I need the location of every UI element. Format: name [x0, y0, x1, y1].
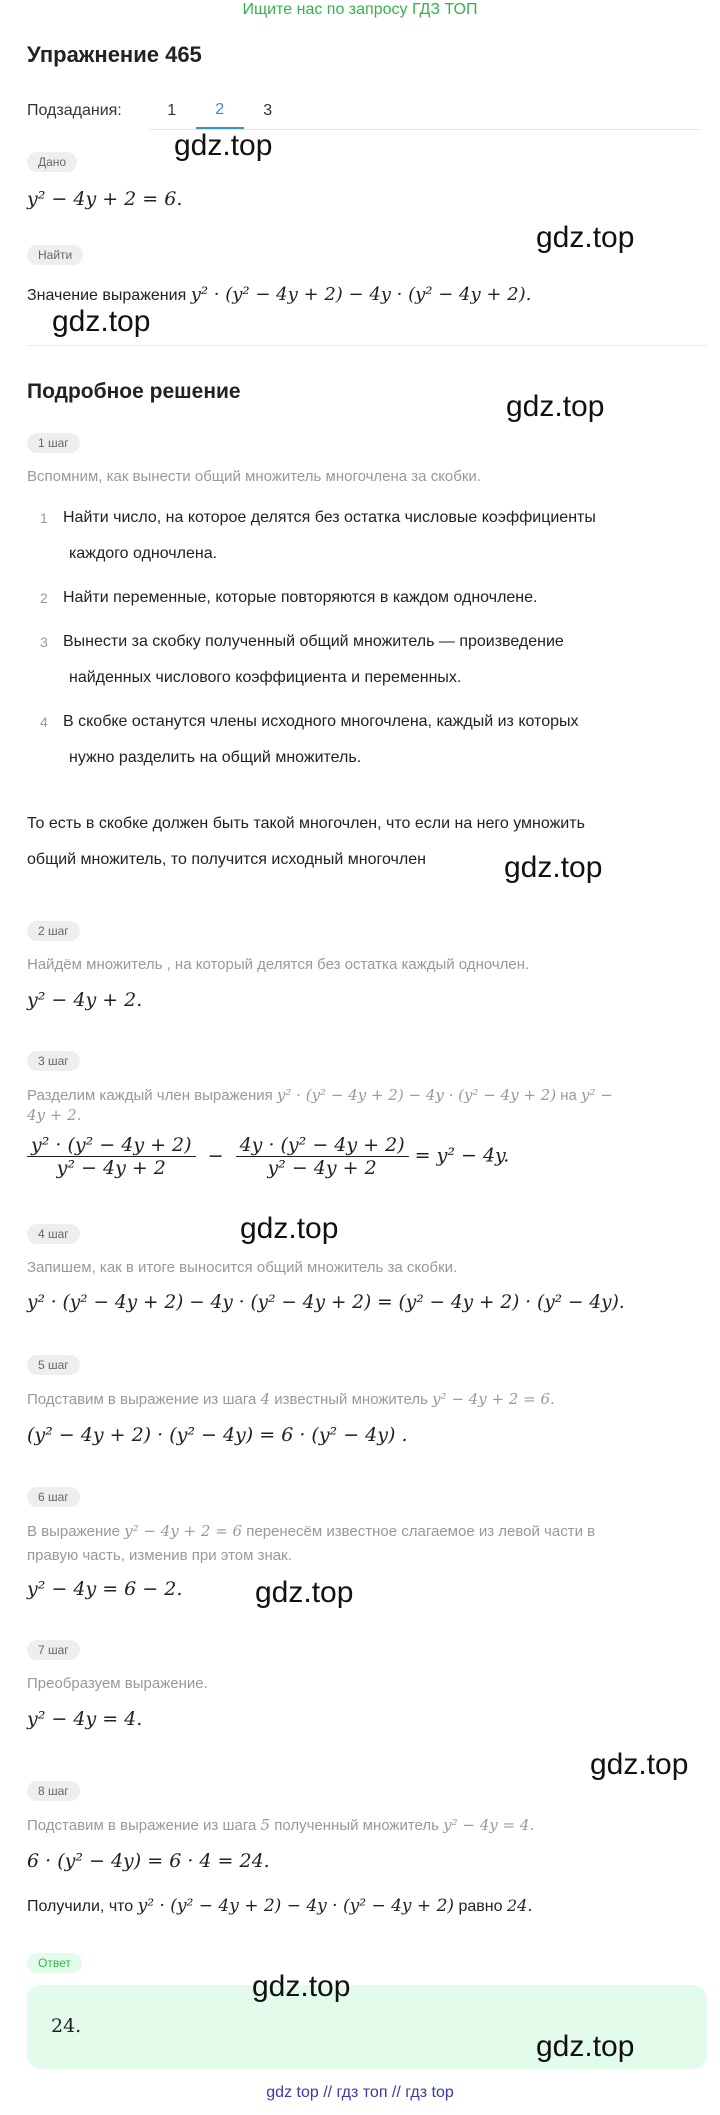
step4-badge: 4 шаг	[27, 1224, 80, 1244]
step8-text	[27, 1816, 534, 1834]
step8-conclusion	[27, 1896, 532, 1916]
step3-text-c: y² −	[581, 1086, 613, 1104]
step5-text-a: Подставим в выражение из шага	[27, 1391, 257, 1408]
watermark: gdz.top	[174, 129, 273, 162]
watermark: gdz.top	[536, 2030, 635, 2063]
list-item	[40, 704, 680, 776]
watermark: gdz.top	[506, 390, 605, 423]
watermark: gdz.top	[536, 221, 635, 254]
list-item	[40, 580, 680, 616]
step8-formula: 6 · (y² − 4y) = 6 · 4 = 24.	[27, 1850, 270, 1872]
step6-text-b: перенесём известное слагаемое из левой части в	[246, 1523, 596, 1540]
step5-badge: 5 шаг	[27, 1355, 80, 1375]
list-item	[40, 500, 680, 572]
find-label: Значение выражения	[27, 287, 187, 304]
subtasks-nav	[27, 94, 292, 128]
rules-list	[40, 500, 680, 776]
step3-text-a: Разделим каждый член выражения	[27, 1087, 273, 1104]
step6-text-line2: правую часть, изменив при этом знак.	[27, 1547, 292, 1564]
list-item-number: 1	[40, 510, 48, 526]
step5-formula: (y² − 4y + 2) · (y² − 4y) = 6 · (y² − 4y) .	[27, 1424, 408, 1446]
step3-result: = y² − 4y.	[414, 1144, 510, 1167]
step5-text-b: известный множитель	[274, 1391, 428, 1408]
answer-badge: Ответ	[27, 1953, 82, 1973]
list-item-number: 2	[40, 590, 48, 606]
list-item	[40, 624, 680, 696]
step7-text: Преобразуем выражение.	[27, 1675, 208, 1692]
list-item-number: 4	[40, 714, 48, 730]
step8-text-b: полученный множитель	[274, 1817, 439, 1834]
find-text	[27, 284, 531, 305]
top-banner[interactable]: Ищите нас по запросу ГДЗ ТОП	[242, 1, 478, 18]
step3-expr: y² · (y² − 4y + 2) − 4y · (y² − 4y + 2)	[276, 1086, 557, 1104]
step8-conclusion-value: 24.	[506, 1896, 533, 1915]
solution-title: Подробное решение	[27, 380, 241, 403]
watermark: gdz.top	[255, 1576, 354, 1609]
list-item-line: Найти число, на которое делятся без остатка числовые коэффициенты	[63, 509, 596, 526]
page-title: Упражнение 465	[27, 42, 202, 67]
footer-links[interactable]: gdz top // гдз топ // гдз top	[266, 2084, 454, 2101]
minus-sign: −	[207, 1144, 224, 1167]
given-formula: y² − 4y + 2 = 6.	[27, 188, 183, 210]
step3-text	[27, 1086, 707, 1104]
step5-expr: y² − 4y + 2 = 6.	[432, 1390, 555, 1408]
given-badge: Дано	[27, 152, 77, 172]
tab-subtask-1[interactable]: 1	[167, 102, 177, 119]
step1-badge: 1 шаг	[27, 433, 80, 453]
watermark: gdz.top	[240, 1212, 339, 1245]
step5-step-ref: 4	[260, 1390, 271, 1408]
list-item-line: Вынести за скобку полученный общий множитель — произведение	[63, 633, 564, 650]
watermark: gdz.top	[590, 1748, 689, 1781]
step4-formula: y² · (y² − 4y + 2) − 4y · (y² − 4y + 2) = (y² − 4y + 2) · (y² − 4y).	[27, 1292, 625, 1313]
watermark: gdz.top	[52, 305, 151, 338]
step2-formula: y² − 4y + 2.	[27, 989, 143, 1011]
watermark: gdz.top	[252, 1970, 351, 2003]
step5-text	[27, 1390, 555, 1408]
find-formula: y² · (y² − 4y + 2) − 4y · (y² − 4y + 2).	[190, 284, 532, 305]
step6-text-line1	[27, 1522, 595, 1540]
find-badge: Найти	[27, 245, 83, 265]
step8-step-ref: 5	[260, 1816, 271, 1834]
fraction-2-denominator: y² − 4y + 2	[267, 1157, 377, 1179]
step4-text: Запишем, как в итоге выносится общий множитель за скобки.	[27, 1259, 458, 1276]
step6-formula: y² − 4y = 6 − 2.	[27, 1578, 183, 1600]
step8-conclusion-a: Получили, что	[27, 1898, 134, 1915]
step8-conclusion-expr: y² · (y² − 4y + 2) − 4y · (y² − 4y + 2)	[137, 1896, 455, 1916]
step1-conclusion-line2: общий множитель, то получится исходный многочлен	[27, 851, 426, 868]
step3-badge: 3 шаг	[27, 1051, 80, 1071]
step8-badge: 8 шаг	[27, 1781, 80, 1801]
list-item-line: нужно разделить на общий множитель.	[69, 749, 362, 766]
step2-text: Найдём множитель , на который делятся без остатка каждый одночлен.	[27, 956, 530, 973]
step8-expr: y² − 4y = 4.	[443, 1816, 535, 1834]
step6-expr: y² − 4y + 2 = 6	[124, 1522, 243, 1540]
watermark: gdz.top	[504, 851, 603, 884]
step3-division	[27, 1134, 509, 1179]
section-divider	[27, 345, 707, 346]
step6-badge: 6 шаг	[27, 1487, 80, 1507]
answer-value: 24.	[51, 2015, 82, 2037]
fraction-1-numerator: y² · (y² − 4y + 2)	[27, 1134, 196, 1157]
list-item-line: каждого одночлена.	[69, 545, 218, 562]
step3-text-d: 4y + 2.	[27, 1106, 82, 1124]
list-item-line: Найти переменные, которые повторяются в каждом одночлене.	[63, 589, 538, 606]
fraction-2-numerator: 4y · (y² − 4y + 2)	[236, 1134, 409, 1157]
step3-text-b: на	[560, 1087, 577, 1104]
step7-badge: 7 шаг	[27, 1640, 80, 1660]
step7-formula: y² − 4y = 4.	[27, 1708, 143, 1730]
list-item-line: найденных числового коэффициента и переменных.	[69, 669, 462, 686]
list-item-number: 3	[40, 634, 48, 650]
step8-text-a: Подставим в выражение из шага	[27, 1817, 257, 1834]
fraction-2	[236, 1134, 409, 1179]
subtasks-label: Подзадания:	[27, 102, 122, 119]
tab-subtask-2[interactable]: 2	[196, 93, 244, 129]
step1-text: Вспомним, как вынести общий множитель многочлена за скобки.	[27, 468, 481, 485]
list-item-line: В скобке останутся члены исходного многочлена, каждый из которых	[63, 713, 579, 730]
step1-conclusion-line1: То есть в скобке должен быть такой многочлен, что если на него умножить	[27, 815, 585, 832]
fraction-1-denominator: y² − 4y + 2	[56, 1157, 166, 1179]
tab-subtask-3[interactable]: 3	[263, 102, 273, 119]
step6-text-a: В выражение	[27, 1523, 120, 1540]
step8-conclusion-b: равно	[458, 1898, 503, 1915]
step2-badge: 2 шаг	[27, 921, 80, 941]
fraction-1	[27, 1134, 196, 1179]
